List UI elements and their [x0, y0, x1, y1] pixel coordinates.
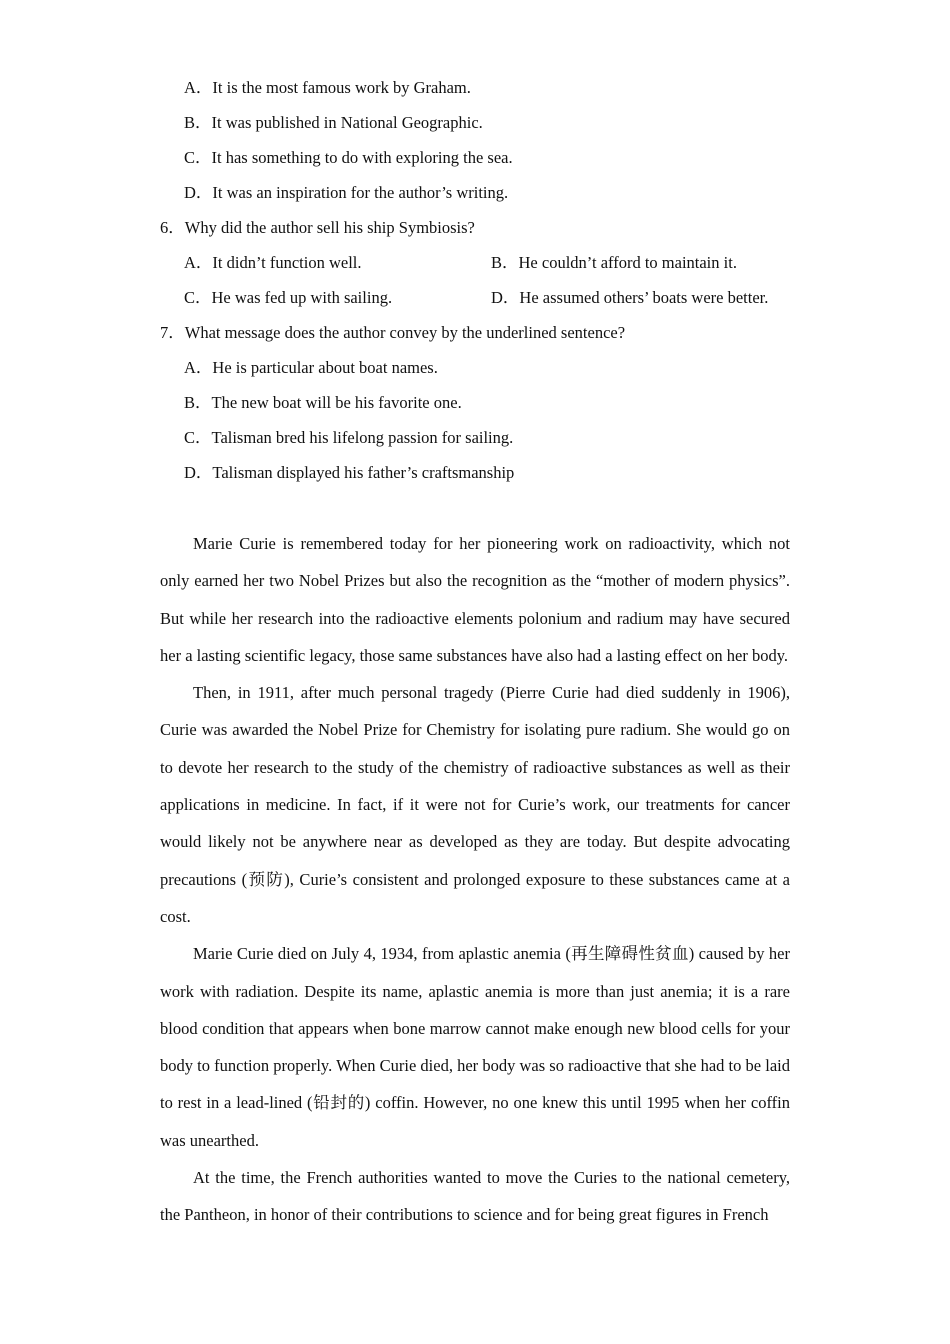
- q5-option-c: [184, 148, 513, 168]
- option-letter: D．: [184, 463, 213, 482]
- q6-option-b: [491, 253, 737, 273]
- option-letter: C．: [184, 288, 212, 307]
- q6-option-d: [491, 288, 768, 308]
- option-letter: A．: [184, 358, 213, 377]
- option-text: It was an inspiration for the author’s writing.: [212, 183, 509, 202]
- q7-option-b: [184, 393, 462, 413]
- q6-stem: 6．Why did the author sell his ship Symbiosis?: [160, 218, 475, 237]
- option-letter: A．: [184, 253, 213, 272]
- option-text: It is the most famous work by Graham.: [212, 78, 471, 97]
- option-text: He was fed up with sailing.: [211, 288, 393, 307]
- q5-option-b: [184, 113, 483, 133]
- option-text: It didn’t function well.: [212, 253, 362, 272]
- option-letter: C．: [184, 148, 212, 167]
- option-letter: B．: [491, 253, 519, 272]
- option-text: It was published in National Geographic.: [211, 113, 483, 132]
- option-letter: B．: [184, 393, 212, 412]
- option-letter: D．: [491, 288, 520, 307]
- option-text: Talisman displayed his father’s craftsmanship: [212, 463, 515, 482]
- option-letter: B．: [184, 113, 212, 132]
- q5-option-d: [184, 183, 508, 203]
- option-text: Talisman bred his lifelong passion for sailing.: [211, 428, 514, 447]
- passage-paragraph: Then, in 1911, after much personal tragedy (Pierre Curie had died suddenly in 1906), Curie was awarded the Nobel Prize for Chemistry for isolating pure radium. She would go on to devote her research to the study of the chemistry of radioactive substances as well as their applications in medicine. In fact, if it were not for Curie’s work, our treatments for cancer would likely not be anywhere near as developed as they are today. But despite advocating precautions (预防), Curie’s consistent and prolonged exposure to these substances came at a cost.: [160, 683, 790, 926]
- reading-passage: [160, 525, 790, 1234]
- q7-option-c: [184, 428, 513, 448]
- option-letter: D．: [184, 183, 213, 202]
- option-letter: C．: [184, 428, 212, 447]
- option-text: It has something to do with exploring the sea.: [211, 148, 513, 167]
- option-text: He is particular about boat names.: [212, 358, 438, 377]
- option-text: He couldn’t afford to maintain it.: [518, 253, 737, 272]
- option-text: He assumed others’ boats were better.: [519, 288, 769, 307]
- q7-option-d: [184, 463, 514, 483]
- q5-option-a: [184, 78, 471, 98]
- option-letter: A．: [184, 78, 213, 97]
- q7-option-a: [184, 358, 438, 378]
- q7-stem: 7．What message does the author convey by the underlined sentence?: [160, 323, 626, 342]
- passage-paragraph: At the time, the French authorities wanted to move the Curies to the national cemetery, the Pantheon, in honor of their contributions to science and for being great figures in French: [160, 1168, 790, 1225]
- q6-option-c: [184, 288, 392, 308]
- q6-option-a: [184, 253, 362, 273]
- passage-paragraph: Marie Curie is remembered today for her pioneering work on radioactivity, which not only earned her two Nobel Prizes but also the recognition as the “mother of modern physics”. But while her research into the radioactive elements polonium and radium may have secured her a lasting scientific legacy, those same substances have also had a lasting effect on her body.: [160, 534, 790, 665]
- option-text: The new boat will be his favorite one.: [211, 393, 462, 412]
- passage-paragraph: Marie Curie died on July 4, 1934, from aplastic anemia (再生障碍性贫血) caused by her work with radiation. Despite its name, aplastic anemia is more than just anemia; it is a rare blood condition that appears when bone marrow cannot make enough new blood cells for your body to function properly. When Curie died, her body was so radioactive that she had to be laid to rest in a lead-lined (铅封的) coffin. However, no one knew this until 1995 when her coffin was unearthed.: [160, 944, 790, 1150]
